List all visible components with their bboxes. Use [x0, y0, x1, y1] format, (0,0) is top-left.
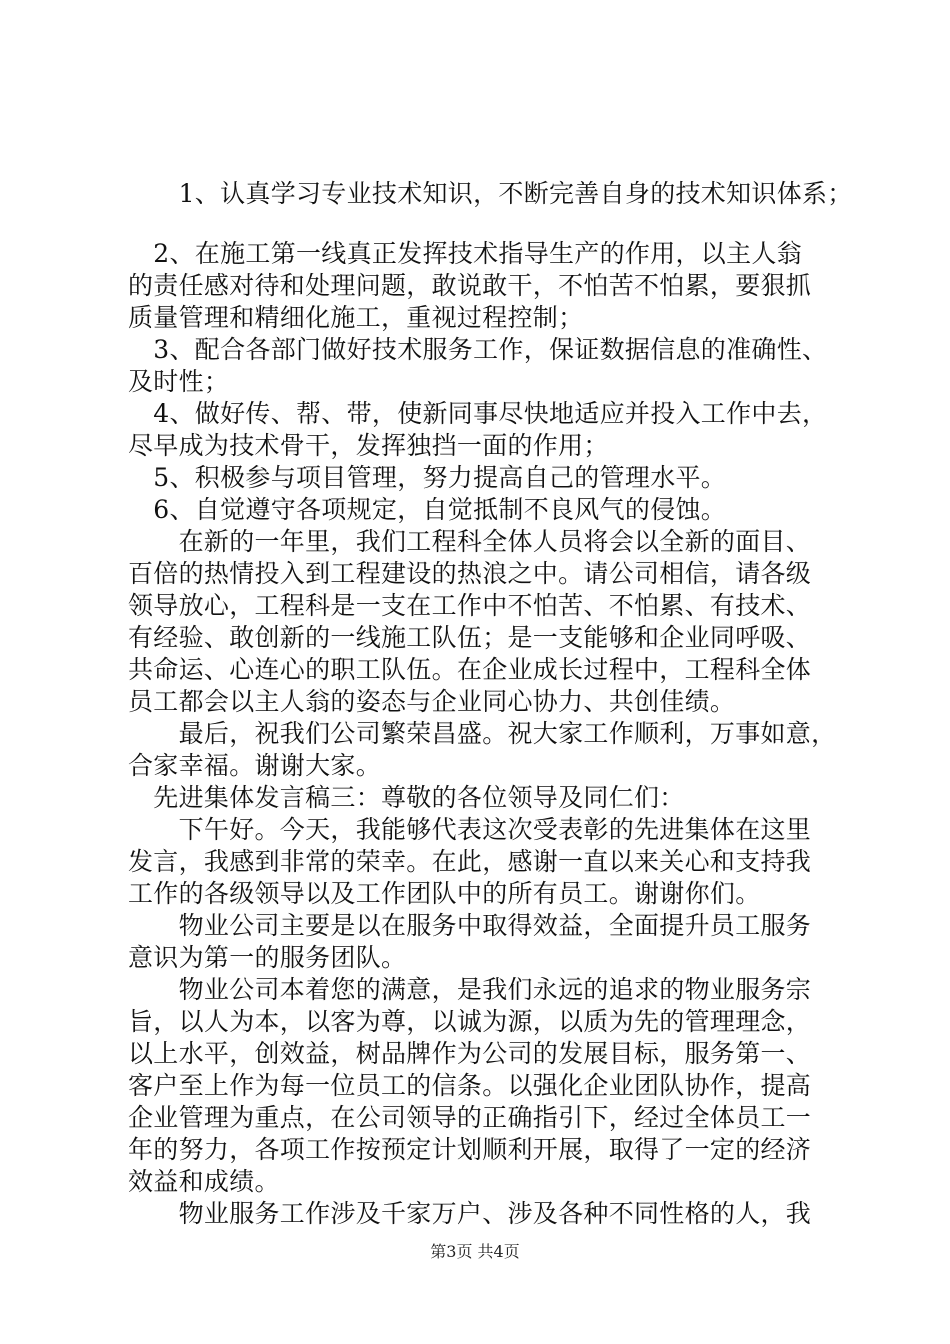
page-number: 第3页 共4页 [430, 1242, 520, 1261]
text-line: 合家幸福。谢谢大家。 [128, 751, 382, 780]
text-line: 旨，以人为本，以客为尊，以诚为源，以质为先的管理理念， [128, 1007, 812, 1036]
text-line: 在新的一年里，我们工程科全体人员将会以全新的面目、 [128, 527, 812, 556]
text-line: 的责任感对待和处理问题，敢说敢干，不怕苦不怕累，要狠抓 [128, 271, 812, 300]
text-line: 及时性； [128, 367, 230, 396]
text-line: 最后，祝我们公司繁荣昌盛。祝大家工作顺利，万事如意， [128, 719, 837, 748]
text-line: 员工都会以主人翁的姿态与企业同心协力、共创佳绩。 [128, 687, 736, 716]
text-line: 领导放心，工程科是一支在工作中不怕苦、不怕累、有技术、 [128, 591, 812, 620]
text-line: 2、在施工第一线真正发挥技术指导生产的作用，以主人翁 [128, 239, 803, 268]
text-line: 共命运、心连心的职工队伍。在企业成长过程中，工程科全体 [128, 655, 812, 684]
text-line: 企业管理为重点，在公司领导的正确指引下，经过全体员工一 [128, 1103, 812, 1132]
text-line: 5、积极参与项目管理，努力提高自己的管理水平。 [128, 463, 727, 492]
text-line: 物业公司主要是以在服务中取得效益，全面提升员工服务 [128, 911, 812, 940]
text-line: 意识为第一的服务团队。 [128, 943, 407, 972]
text-line: 6、自觉遵守各项规定，自觉抵制不良风气的侵蚀。 [128, 495, 727, 524]
text-line: 以上水平，创效益，树品牌作为公司的发展目标，服务第一、 [128, 1039, 812, 1068]
text-line: 效益和成绩。 [128, 1167, 280, 1196]
text-line: 年的努力，各项工作按预定计划顺利开展，取得了一定的经济 [128, 1135, 812, 1164]
text-line: 先进集体发言稿三：尊敬的各位领导及同仁们： [128, 783, 685, 812]
text-line: 有经验、敢创新的一线施工队伍；是一支能够和企业同呼吸、 [128, 623, 812, 652]
text-line: 物业公司本着您的满意，是我们永远的追求的物业服务宗 [128, 975, 812, 1004]
text-line: 3、配合各部门做好技术服务工作，保证数据信息的准确性、 [128, 335, 828, 364]
text-line: 尽早成为技术骨干，发挥独挡一面的作用； [128, 431, 609, 460]
text-line: 百倍的热情投入到工程建设的热浪之中。请公司相信，请各级 [128, 559, 812, 588]
page-footer [0, 1242, 950, 1262]
text-line: 物业服务工作涉及千家万户、涉及各种不同性格的人，我 [128, 1199, 812, 1228]
text-line: 质量管理和精细化施工，重视过程控制； [128, 303, 584, 332]
text-line: 下午好。今天，我能够代表这次受表彰的先进集体在这里 [128, 815, 812, 844]
text-line: 客户至上作为每一位员工的信条。以强化企业团队协作，提高 [128, 1071, 812, 1100]
text-line: 发言，我感到非常的荣幸。在此，感谢一直以来关心和支持我 [128, 847, 812, 876]
text-line: 4、做好传、帮、带，使新同事尽快地适应并投入工作中去， [128, 399, 828, 428]
text-line: 1、认真学习专业技术知识，不断完善自身的技术知识体系； [128, 179, 853, 208]
text-line: 工作的各级领导以及工作团队中的所有员工。谢谢你们。 [128, 879, 761, 908]
